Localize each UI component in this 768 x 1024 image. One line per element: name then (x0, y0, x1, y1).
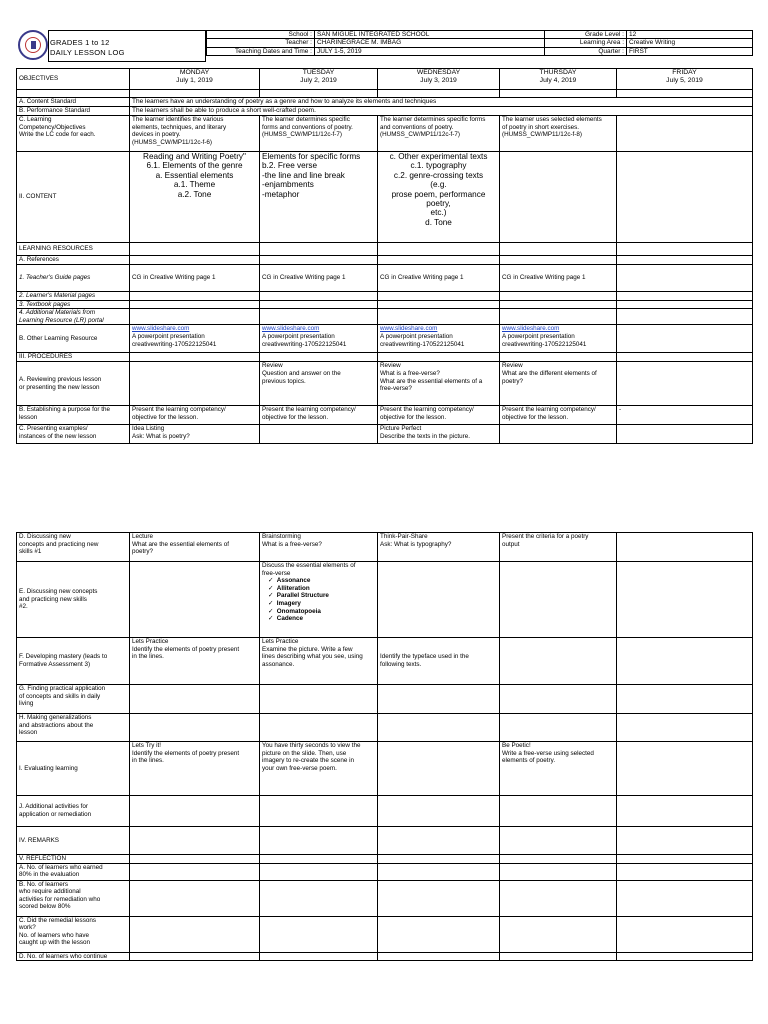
content-label: II. CONTENT (17, 152, 130, 243)
purpose-monday: Present the learning competency/ objective for the lesson. (130, 406, 260, 425)
other-resource-monday: www.slideshare.com A powerpoint presentation creativewriting-170522125041 (130, 325, 260, 353)
reviewing-label: A. Reviewing previous lesson or presenting the new lesson (17, 362, 130, 406)
school-label: School : (207, 31, 315, 39)
evaluating-thursday: Be Poetic! Write a free-verse using selected elements of poetry. (500, 742, 617, 796)
slideshare-link[interactable]: www.slideshare.com (132, 325, 190, 333)
day-wednesday: WEDNESDAY July 3, 2019 (378, 69, 500, 90)
references-label: A. References (17, 256, 130, 265)
remarks-label: IV. REMARKS (17, 827, 130, 855)
school-value: SAN MIGUEL INTEGRATED SCHOOL (315, 31, 545, 39)
review-thursday: Review What are the different elements of poetry? (500, 362, 617, 406)
discussing-2-label: E. Discussing new concepts and practicing new skills #2. (17, 562, 130, 638)
developing-monday: Lets Practice Identify the elements of poetry present in the lines. (130, 638, 260, 685)
content-tuesday: Elements for specific forms b.2. Free verse -the line and line break -enjambments -metaphor (260, 152, 378, 243)
checklist-item: ✓ Assonance (268, 577, 311, 585)
performance-standard-value: The learners shall be able to produce a short well-crafted poem. (130, 107, 753, 116)
content-standard-value: The learners have an understanding of poetry as a genre and how to analyze its elements and techniques (130, 98, 753, 107)
checklist-item: ✓ Alliteration (268, 584, 310, 592)
developing-tuesday: Lets Practice Examine the picture. Write a few lines describing what you see, using assonance. (260, 638, 378, 685)
review-tuesday: Review Question and answer on the previous topics. (260, 362, 378, 406)
reflection-label: V. REFLECTION (17, 855, 130, 864)
checklist-item: ✓ Parallel Structure (268, 592, 329, 600)
quarter-label: Quarter : (545, 47, 627, 55)
area-label: Learning Area : (545, 39, 627, 47)
dates-value: JULY 1-5, 2019 (315, 47, 545, 55)
content-standard-label: A. Content Standard (17, 98, 130, 107)
presenting-wednesday: Picture Perfect Describe the texts in the picture. (378, 425, 500, 444)
performance-standard-label: B. Performance Standard (17, 107, 130, 116)
checklist-item: ✓ Cadence (268, 615, 304, 623)
discussing-1-tuesday: Brainstorming What is a free-verse? (260, 533, 378, 562)
competency-monday: The learner identifies the various elements, techniques, and literary devices in poetry. (HUMSS_CW/MP11/12c-f-6) (130, 116, 260, 152)
am-label: 4. Additional Materials from Learning Resource (LR) portal (17, 309, 130, 325)
other-resource-wednesday: www.slideshare.com A powerpoint presentation creativewriting-170522125041 (378, 325, 500, 353)
purpose-thursday: Present the learning competency/ objective for the lesson. (500, 406, 617, 425)
content-monday: Reading and Writing Poetry" 6.1. Elements of the genre a. Essential elements a.1. Theme a.2. Tone (130, 152, 260, 243)
lesson-table-part2 (16, 532, 753, 961)
teacher-label: Teacher : (207, 39, 315, 47)
dates-label: Teaching Dates and Time : (207, 47, 315, 55)
lm-label: 2. Learner's Material pages (17, 292, 130, 301)
dll-title: DAILY LESSON LOG (50, 48, 125, 57)
other-resource-thursday: www.slideshare.com A powerpoint presentation creativewriting-170522125041 (500, 325, 617, 353)
quarter-value: FIRST (627, 47, 753, 55)
content-wednesday: c. Other experimental texts c.1. typography c.2. genre-crossing texts (e.g. prose poem, performance poetry, etc.) d. Tone (378, 152, 500, 243)
review-wednesday: Review What is a free-verse? What are the essential elements of a free-verse? (378, 362, 500, 406)
reflection-b-label: B. No. of learners who require additional activities for remediation who scored below 80% (17, 880, 130, 916)
tg-monday: CG in Creative Writing page 1 (130, 265, 260, 292)
procedures-label: III. PROCEDURES (17, 353, 130, 362)
purpose-label: B. Establishing a purpose for the lesson (17, 406, 130, 425)
other-resource-label: B. Other Learning Resource (17, 325, 130, 353)
purpose-wednesday: Present the learning competency/ objective for the lesson. (378, 406, 500, 425)
grade-label: Grade Level : (545, 31, 627, 39)
discussing-1-wednesday: Think-Pair-Share Ask: What is typography? (378, 533, 500, 562)
additional-activities-label: J. Additional activities for application or remediation (17, 796, 130, 827)
day-tuesday: TUESDAY July 2, 2019 (260, 69, 378, 90)
generalizations-label: H. Making generalizations and abstractions about the lesson (17, 714, 130, 742)
day-thursday: THURSDAY July 4, 2019 (500, 69, 617, 90)
reflection-a-label: A. No. of learners who earned 80% in the evaluation (17, 863, 130, 880)
grade-value: 12 (627, 31, 753, 39)
grades-title: GRADES 1 to 12 (50, 38, 110, 47)
tg-thursday: CG in Creative Writing page 1 (500, 265, 617, 292)
slideshare-link[interactable]: www.slideshare.com (502, 325, 560, 333)
evaluating-tuesday: You have thirty seconds to view the picture on the slide. Then, use imagery to re-create the scene in your own free-verse poem. (260, 742, 378, 796)
competency-label: C. Learning Competency/Objectives Write the LC code for each. (17, 116, 130, 152)
presenting-monday: Idea Listing Ask: What is poetry? (130, 425, 260, 444)
objectives-heading: OBJECTIVES (17, 69, 130, 90)
area-value: Creative Writing (627, 39, 753, 47)
discussing-1-thursday: Present the criteria for a poetry output (500, 533, 617, 562)
reflection-c-label: C. Did the remedial lessons work? No. of learners who have caught up with the lesson (17, 916, 130, 952)
developing-wednesday: Identify the typeface used in the following texts. (378, 638, 500, 685)
slideshare-link[interactable]: www.slideshare.com (380, 325, 438, 333)
practical-application-label: G. Finding practical application of concepts and skills in daily living (17, 685, 130, 714)
tg-tuesday: CG in Creative Writing page 1 (260, 265, 378, 292)
day-monday: MONDAY July 1, 2019 (130, 69, 260, 90)
day-friday: FRIDAY July 5, 2019 (617, 69, 753, 90)
competency-thursday: The learner uses selected elements of poetry in short exercises. (HUMSS_CW/MP11/12c-f-8) (500, 116, 617, 152)
developing-mastery-label: F. Developing mastery (leads to Formative Assessment 3) (17, 638, 130, 685)
purpose-tuesday: Present the learning competency/ objective for the lesson. (260, 406, 378, 425)
competency-tuesday: The learner determines specific forms and conventions of poetry. (HUMSS_CW/MP11/12c-f-7) (260, 116, 378, 152)
learning-resources-label: LEARNING RESOURCES (17, 243, 130, 256)
teacher-value: CHARINEGRACE M. IMBAG (315, 39, 545, 47)
competency-wednesday: The learner determines specific forms and conventions of poetry. (HUMSS_CW/MP11/12c-f-7) (378, 116, 500, 152)
tb-label: 3. Textbook pages (17, 300, 130, 309)
slideshare-link[interactable]: www.slideshare.com (262, 325, 320, 333)
deped-seal-icon (18, 30, 48, 60)
lesson-table-part1 (16, 68, 753, 444)
discussing-1-label: D. Discussing new concepts and practicing new skills #1 (17, 533, 130, 562)
purpose-friday: - (617, 406, 753, 425)
evaluating-label: I. Evaluating learning (17, 742, 130, 796)
evaluating-monday: Lets Try it! Identify the elements of poetry present in the lines. (130, 742, 260, 796)
other-resource-tuesday: www.slideshare.com A powerpoint presentation creativewriting-170522125041 (260, 325, 378, 353)
reflection-d-label: D. No. of learners who continue (17, 952, 130, 961)
presenting-label: C. Presenting examples/ instances of the new lesson (17, 425, 130, 444)
discussing-1-monday: Lecture What are the essential elements of poetry? (130, 533, 260, 562)
header-meta-table (206, 30, 753, 56)
discussing-2-tuesday: Discuss the essential elements of free-verse ✓ Assonance ✓ Alliteration ✓ Parallel Structure ✓ Imagery ✓ Onomatopoeia ✓ Cadence (260, 562, 378, 638)
tg-wednesday: CG in Creative Writing page 1 (378, 265, 500, 292)
tg-label: 1. Teacher's Guide pages (17, 265, 130, 292)
checklist-item: ✓ Imagery (268, 599, 301, 607)
checklist-item: ✓ Onomatopoeia (268, 607, 321, 615)
